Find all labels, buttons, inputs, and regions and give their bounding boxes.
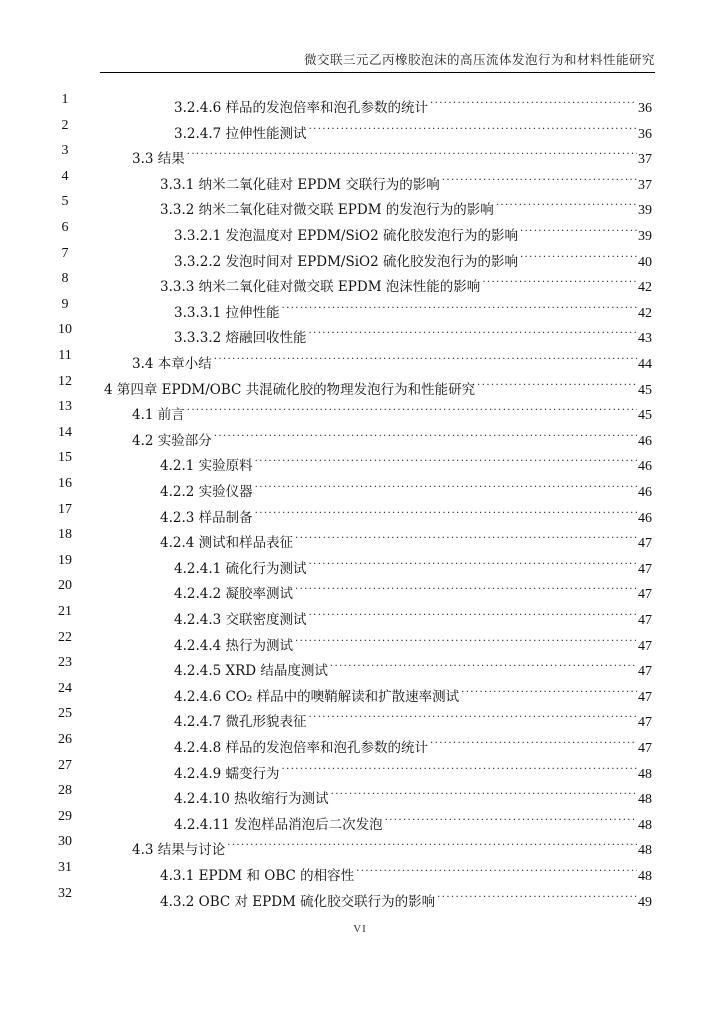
toc-row [0, 728, 720, 756]
toc-page-number: 46 [638, 459, 652, 475]
toc-entry-title: 4.2.4.10 热收缩行为测试 [174, 791, 329, 808]
toc-entry-title: 4.2.4.6 CO₂ 样品中的噢鞘解读和扩散速率测试 [174, 688, 460, 705]
toc-line-number: 16 [58, 476, 72, 491]
toc-entry-title: 3.2.4.6 样品的发泡倍率和泡孔参数的统计 [174, 100, 429, 116]
toc-row [0, 523, 720, 552]
toc-line-number: 10 [58, 322, 72, 338]
toc-dot-leader [214, 421, 637, 445]
toc-dot-leader [309, 318, 637, 342]
toc-dot-leader [461, 677, 637, 701]
toc-row [0, 114, 720, 142]
toc-dot-leader [496, 190, 637, 214]
toc-dot-leader [255, 446, 637, 470]
toc-line-number: 19 [58, 552, 72, 568]
toc-dot-leader [227, 830, 637, 854]
toc-row [0, 395, 720, 424]
toc-line-number: 27 [58, 757, 72, 773]
toc-entry-title: 4.3 结果与讨论 [132, 842, 226, 859]
toc-page-number: 45 [638, 408, 652, 424]
toc-line-number: 12 [58, 373, 72, 389]
toc-row [0, 651, 720, 680]
running-header: 微交联三元乙丙橡胶泡沫的高压流体发泡行为和材料性能研究 [303, 52, 655, 67]
toc-line-number: 1 [61, 92, 69, 107]
header-rule [100, 72, 655, 73]
toc-entry-title: 4.1 前言 [132, 407, 185, 424]
toc-row [0, 216, 720, 244]
toc-entry-title: 3.3.3 纳米二氧化硅对微交联 EPDM 泡沫性能的影响 [160, 279, 481, 296]
toc-line-number: 15 [58, 450, 72, 466]
toc-line-number: 11 [58, 348, 72, 363]
toc-row [0, 446, 720, 475]
toc-page-number: 49 [638, 894, 652, 910]
toc-row [0, 267, 720, 296]
toc-page-number: 47 [638, 561, 652, 577]
toc-line-number: 9 [61, 296, 69, 312]
toc-line-number: 13 [58, 399, 72, 415]
toc-row [0, 779, 720, 808]
toc-dot-leader [520, 242, 637, 266]
toc-row [0, 165, 720, 193]
toc-line-number: 14 [58, 424, 72, 440]
toc-row [0, 421, 720, 449]
toc-row [0, 574, 720, 603]
toc-dot-leader [187, 395, 637, 419]
toc-page-number: 48 [638, 766, 652, 782]
toc-row [0, 856, 720, 884]
toc-page-number: 42 [638, 305, 652, 321]
toc-row [0, 882, 720, 910]
toc-row [0, 805, 720, 833]
toc-line-number: 4 [61, 168, 69, 184]
toc-page-number: 48 [638, 792, 652, 808]
toc-dot-leader [430, 88, 637, 112]
toc-page-number: 47 [638, 689, 652, 705]
toc-dot-leader [330, 651, 637, 675]
toc-dot-leader [282, 754, 637, 778]
toc-page-number: 47 [638, 587, 652, 603]
toc-page-number: 47 [638, 741, 652, 756]
toc-line-number: 32 [58, 885, 72, 901]
toc-entry-title: 4.3.2 OBC 对 EPDM 硫化胶交联行为的影响 [160, 893, 436, 910]
toc-entry-title: 3.3.1 纳米二氧化硅对 EPDM 交联行为的影响 [160, 176, 440, 193]
toc-line-number: 22 [58, 629, 72, 645]
toc-dot-leader [430, 728, 637, 752]
toc-line-number: 8 [61, 271, 69, 287]
toc-page-number: 37 [638, 152, 652, 168]
toc-dot-leader [255, 498, 637, 522]
toc-dot-leader [331, 779, 637, 803]
toc-dot-leader [482, 267, 637, 291]
toc-page-number: 39 [638, 229, 652, 244]
toc-entry-title: 3.4 本章小结 [132, 356, 212, 372]
toc-entry-title: 4.2.4.9 蠕变行为 [174, 765, 280, 782]
toc-dot-leader [309, 702, 637, 726]
toc-page-number: 47 [638, 638, 652, 654]
toc-dot-leader [356, 856, 637, 880]
toc-page-number: 37 [638, 177, 652, 193]
toc-row [0, 498, 720, 526]
toc-row [0, 472, 720, 500]
toc-row [0, 626, 720, 654]
toc-row [0, 600, 720, 628]
toc-line-number: 17 [58, 501, 72, 517]
toc-row [0, 344, 720, 372]
toc-row [0, 242, 720, 270]
toc-line-number: 5 [61, 194, 69, 210]
toc-entry-title: 4.2.3 样品制备 [160, 509, 253, 526]
toc-entry-title: 3.3 结果 [132, 151, 185, 168]
toc-entry-title: 4.3.1 EPDM 和 OBC 的相容性 [160, 868, 355, 884]
toc-row [0, 677, 720, 705]
toc-dot-leader [309, 600, 637, 624]
toc-entry-title: 3.3.2.1 发泡温度对 EPDM/SiO2 硫化胶发泡行为的影响 [174, 228, 518, 244]
toc-line-number: 2 [61, 117, 69, 133]
toc-row [0, 549, 720, 577]
toc-entry-title: 3.3.2 纳米二氧化硅对微交联 EPDM 的发泡行为的影响 [160, 202, 494, 219]
toc-entry-title: 3.3.2.2 发泡时间对 EPDM/SiO2 硫化胶发泡行为的影响 [174, 253, 518, 270]
toc-line-number: 3 [61, 143, 69, 159]
toc-line-number: 31 [58, 860, 72, 875]
toc-entry-title: 4.2.4.5 XRD 结晶度测试 [174, 663, 328, 680]
toc-page-number: 48 [638, 843, 652, 859]
toc-line-number: 20 [58, 578, 72, 594]
toc-row [0, 754, 720, 782]
toc-line-number: 28 [58, 783, 72, 799]
toc-entry-title: 4.2.4 测试和样品表征 [160, 535, 294, 552]
toc-row [0, 293, 720, 321]
toc-row [0, 702, 720, 731]
toc-dot-leader [309, 114, 637, 138]
page-number: VI [353, 923, 367, 935]
toc-dot-leader [282, 293, 637, 317]
toc-entry-title: 4.2.4.8 样品的发泡倍率和泡孔参数的统计 [174, 740, 429, 756]
toc-dot-leader [295, 626, 637, 650]
toc-page-number: 46 [638, 485, 652, 500]
toc-dot-leader [187, 139, 637, 163]
toc-dot-leader [255, 472, 637, 496]
toc-dot-leader [437, 882, 637, 906]
toc-line-number: 26 [58, 732, 72, 747]
toc-row [0, 370, 720, 398]
toc-entry-title: 3.2.4.7 拉伸性能测试 [174, 125, 307, 142]
toc-entry-title: 4.2.4.7 微孔形貌表征 [174, 714, 307, 731]
toc-entry-title: 4.2.4.3 交联密度测试 [174, 612, 307, 628]
toc-entry-title: 4.2.4.1 硫化行为测试 [174, 560, 307, 577]
toc-line-number: 29 [58, 808, 72, 824]
toc-entry-title: 3.3.3.2 熔融回收性能 [174, 330, 307, 347]
toc-row [0, 88, 720, 116]
toc-page-number: 45 [638, 382, 652, 398]
toc-page-number: 40 [638, 254, 652, 270]
toc-line-number: 30 [58, 834, 72, 850]
toc-page-number: 39 [638, 203, 652, 219]
toc-row [0, 318, 720, 347]
toc-entry-title: 4.2.4.2 凝胶率测试 [174, 586, 294, 603]
toc-entry-title: 4.2.4.4 热行为测试 [174, 637, 294, 654]
toc-line-number: 7 [61, 245, 69, 261]
toc-page-number: 48 [638, 869, 652, 884]
toc-page-number: 46 [638, 510, 652, 526]
toc-page-number: 43 [638, 331, 652, 347]
toc-dot-leader [309, 549, 637, 573]
toc-page-number: 36 [638, 126, 652, 142]
toc-dot-leader [385, 805, 637, 829]
toc-entry-title: 3.3.3.1 拉伸性能 [174, 304, 280, 321]
toc-page-number: 47 [638, 536, 652, 552]
toc-line-number: 23 [58, 655, 72, 671]
toc-row [0, 830, 720, 859]
toc-dot-leader [295, 574, 637, 598]
toc-page-number: 48 [638, 817, 652, 833]
toc-dot-leader [477, 370, 637, 394]
toc-entry-title: 4.2.2 实验仪器 [160, 484, 253, 500]
toc-line-number: 24 [58, 680, 72, 696]
toc-page-number: 47 [638, 664, 652, 680]
toc-entry[interactable] [160, 882, 652, 915]
toc-line-number: 18 [58, 527, 72, 543]
toc-page-number: 46 [638, 433, 652, 449]
toc-dot-leader [520, 216, 637, 240]
toc-entry-title: 4.2 实验部分 [132, 432, 212, 449]
toc-dot-leader [442, 165, 637, 189]
toc-dot-leader [295, 523, 637, 547]
toc-page-number: 47 [638, 715, 652, 731]
toc-row [0, 190, 720, 219]
toc-entry-title: 4.2.1 实验原料 [160, 458, 253, 475]
toc-entry-title: 4 第四章 EPDM/OBC 共混硫化胶的物理发泡行为和性能研究 [104, 381, 476, 398]
toc-row [0, 139, 720, 168]
toc-page-number: 42 [638, 280, 652, 296]
toc-line-number: 21 [58, 604, 72, 619]
toc-line-number: 25 [58, 706, 72, 722]
toc-page-number: 47 [638, 613, 652, 628]
toc-page-number: 36 [638, 101, 652, 116]
toc-dot-leader [214, 344, 637, 368]
toc-page-number: 44 [638, 357, 652, 372]
toc-entry-title: 4.2.4.11 发泡样品消泡后二次发泡 [174, 816, 383, 833]
toc-line-number: 6 [61, 220, 69, 235]
